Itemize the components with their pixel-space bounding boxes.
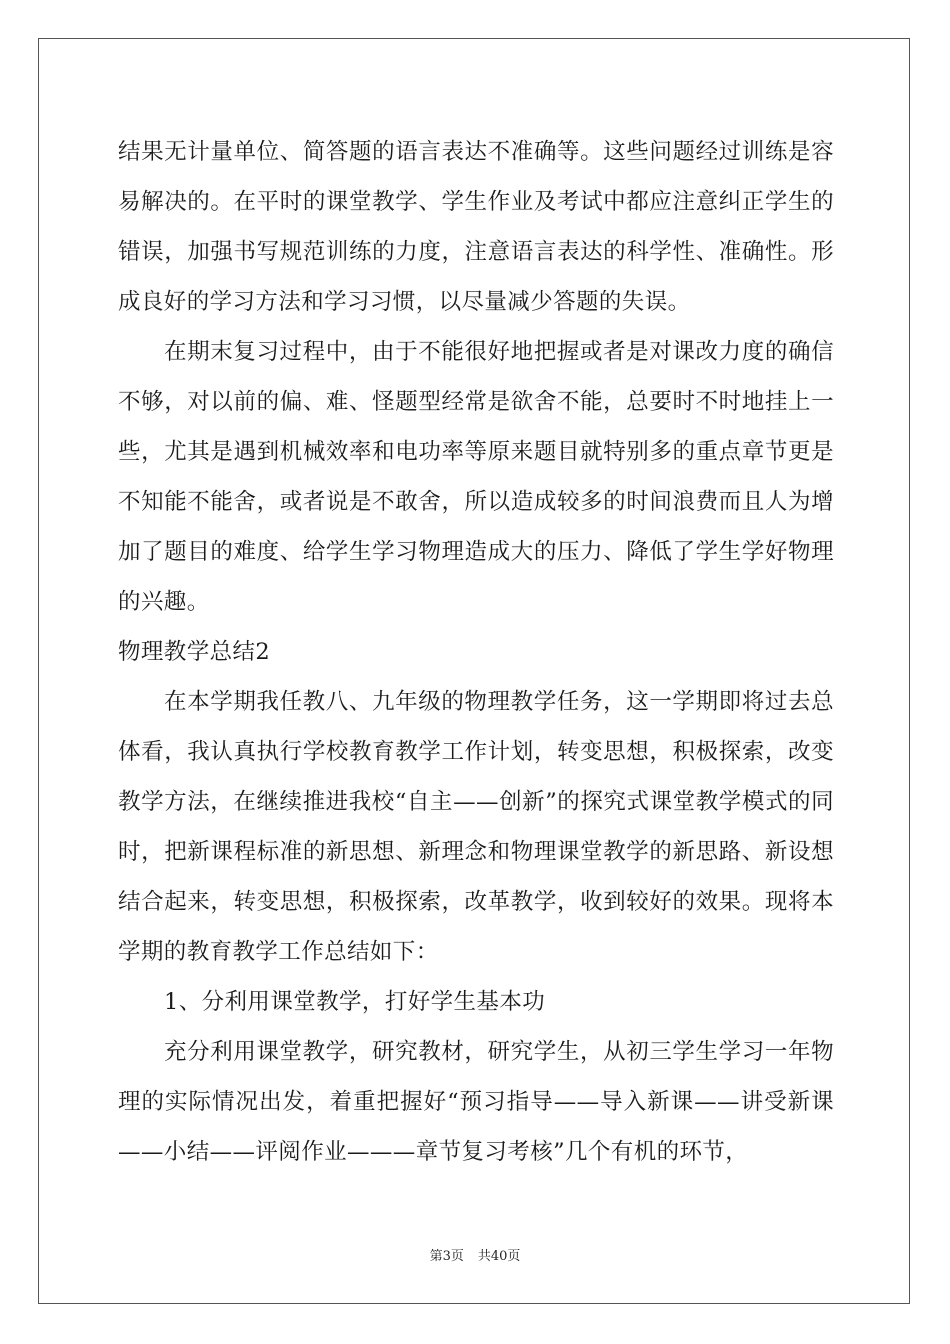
subheading-classroom-teaching: 1、分利用课堂教学，打好学生基本功 bbox=[164, 989, 546, 1015]
page-number: 第3页 bbox=[429, 1249, 464, 1264]
document-body bbox=[118, 127, 834, 1177]
paragraph-continuation: 结果无计量单位、简答题的语言表达不准确等。这些问题经过训练是容易解决的。在平时的课堂教学、学生作业及考试中都应注意纠正学生的错误，加强书写规范训练的力度，注意语言表达的科学性、准确性。形成良好的学习方法和学习习惯，以尽量减少答题的失误。 bbox=[118, 139, 834, 315]
page-footer bbox=[0, 1245, 950, 1264]
section-heading: 物理教学总结2 bbox=[118, 639, 271, 665]
paragraph-semester-intro: 在本学期我任教八、九年级的物理教学任务，这一学期即将过去总体看，我认真执行学校教育教学工作计划，转变思想，积极探索，改变教学方法，在继续推进我校“自主——创新”的探究式课堂教学模式的同时，把新课程标准的新思想、新理念和物理课堂教学的新思路、新设想结合起来，转变思想，积极探索，改革教学，收到较好的效果。现将本学期的教育教学工作总结如下： bbox=[118, 689, 834, 965]
paragraph-review-process: 在期末复习过程中，由于不能很好地把握或者是对课改力度的确信不够，对以前的偏、难、怪题型经常是欲舍不能，总要时不时地挂上一些，尤其是遇到机械效率和电功率等原来题目就特别多的重点章节更是不知能不能舍，或者说是不敢舍，所以造成较多的时间浪费而且人为增加了题目的难度、给学生学习物理造成大的压力、降低了学生学好物理的兴趣。 bbox=[118, 339, 834, 615]
paragraph-classroom-teaching: 充分利用课堂教学，研究教材，研究学生，从初三学生学习一年物理的实际情况出发，着重把握好“预习指导——导入新课——讲受新课——小结——评阅作业———章节复习考核”几个有机的环节， bbox=[118, 1039, 834, 1165]
page-total: 共40页 bbox=[477, 1249, 521, 1264]
